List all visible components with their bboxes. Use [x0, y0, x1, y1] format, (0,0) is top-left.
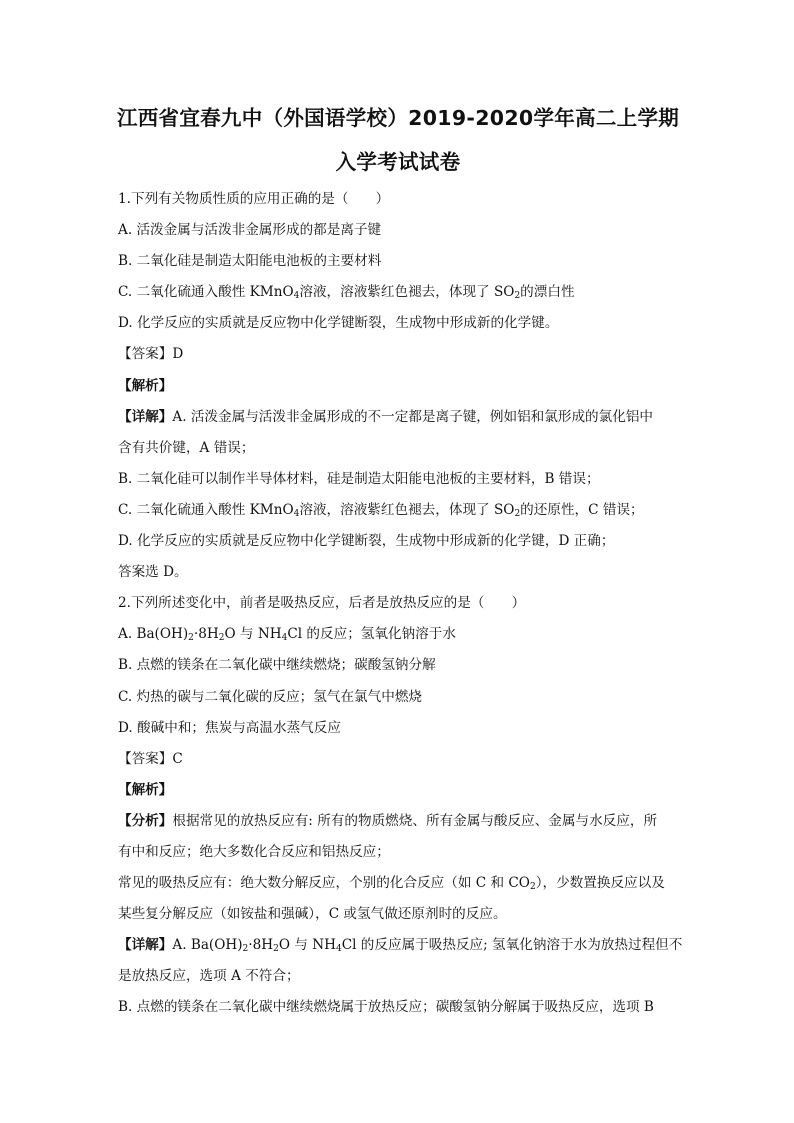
q2-option-b: B. 点燃的镁条在二氧化碳中继续燃烧；碳酸氢钠分解	[118, 657, 436, 674]
q2-fenxi-line1	[118, 806, 678, 837]
exam-page	[116, 96, 683, 1024]
q1-option-c-text3: 的漂白性	[520, 284, 575, 301]
q1-detail-c-text2: 溶液，溶液紫红色褪去，体现了 SO	[299, 501, 515, 518]
q1-option-b: B. 二氧化硅是制造太阳能电池板的主要材料	[118, 253, 382, 270]
q2-detail-a-text1: A. Ba(OH)	[172, 937, 243, 954]
q2-detail-a-line1	[118, 930, 683, 961]
q2-detail-a-line2: 是放热反应，选项 A 不符合；	[118, 968, 300, 985]
q2-fenxi-label: 【分析】	[118, 812, 173, 829]
q2-option-a-text3: O 与 NH	[224, 626, 282, 643]
exam-title-line1: 江西省宜春九中（外国语学校）2019-2020学年高二上学期	[116, 106, 680, 130]
q1-detail-c-text1: C. 二氧化硫通入酸性 KMnO	[118, 501, 294, 518]
q2-detail-a-sub2: 2	[273, 944, 279, 955]
q2-option-a-sub3: 4	[281, 633, 288, 644]
q1-analysis-heading: 【解析】	[118, 377, 173, 394]
q1-detail-c-sub1: 4	[293, 508, 300, 519]
q2-stem: 2.下列所述变化中，前者是吸热反应，后者是放热反应的是（ ）	[118, 595, 526, 612]
q2-answer: 【答案】C	[118, 750, 183, 767]
q2-fenxi-sub: 2	[529, 882, 536, 893]
q2-option-a	[118, 619, 678, 650]
q1-detail-a-text: A. 活泼金属与活泼非金属形成的不一定都是离子键，例如铝和氯形成的氯化铝中	[172, 408, 654, 425]
q1-option-c	[118, 277, 678, 308]
q1-option-c-sub2: 2	[514, 291, 521, 302]
q2-option-c: C. 灼热的碳与二氧化碳的反应；氢气在氯气中燃烧	[118, 688, 423, 705]
q2-option-d: D. 酸碱中和；焦炭与高温水蒸气反应	[118, 719, 341, 736]
q1-detail-label: 【详解】	[118, 408, 173, 425]
q1-detail-c	[118, 495, 678, 526]
q1-detail-c-text3: 的还原性，C 错误；	[520, 501, 644, 518]
q2-detail-a-text3: O 与 NH	[278, 937, 336, 954]
q1-option-a: A. 活泼金属与活泼非金属形成的都是离子键	[118, 222, 382, 239]
q1-stem: 1.下列有关物质性质的应用正确的是（ ）	[118, 191, 390, 207]
q2-detail-a-text4: Cl 的反应属于吸热反应; 氢氧化钠溶于水为放热过程但不	[341, 937, 683, 954]
q2-detail-a-sub3: 4	[335, 944, 342, 955]
q2-fenxi-text1: 根据常见的放热反应有: 所有的物质燃烧、所有金属与酸反应、金属与水反应，所	[172, 812, 658, 829]
q2-option-a-text1: A. Ba(OH)	[118, 626, 189, 643]
q2-option-a-text2: ·8H	[193, 626, 219, 643]
q2-detail-b: B. 点燃的镁条在二氧化碳中继续燃烧属于放热反应；碳酸氢钠分解属于吸热反应，选项 B	[118, 999, 654, 1016]
q2-fenxi-text3b: ），少数置换反应以及	[535, 875, 665, 892]
q2-detail-label: 【详解】	[118, 937, 173, 954]
q2-fenxi-line4: 某些复分解反应（如铵盐和强碱），C 或氢气做还原剂时的反应。	[118, 906, 507, 923]
q1-option-c-text2: 溶液，溶液紫红色褪去，体现了 SO	[299, 284, 515, 301]
q2-fenxi-text3a: 常见的吸热反应有：绝大数分解反应，个别的化合反应（如 C 和 CO	[118, 875, 530, 892]
q2-option-a-sub1: 2	[188, 633, 194, 644]
q1-detail-b: B. 二氧化硅可以制作半导体材料，硅是制造太阳能电池板的主要材料，B 错误；	[118, 470, 600, 487]
q2-option-a-text4: Cl 的反应；氢氧化钠溶于水	[287, 626, 456, 643]
q1-detail-a-line1	[118, 402, 678, 433]
q1-conclusion: 答案选 D。	[118, 564, 188, 581]
q2-fenxi-line2: 有中和反应；绝大多数化合反应和铝热反应；	[118, 843, 390, 860]
q2-option-a-sub2: 2	[218, 633, 225, 644]
q2-detail-a-text2: ·8H	[248, 937, 274, 954]
q1-detail-c-sub2: 2	[514, 508, 521, 519]
q1-answer: 【答案】D	[118, 346, 184, 363]
q2-analysis-heading: 【解析】	[118, 781, 173, 798]
q1-option-c-text1: C. 二氧化硫通入酸性 KMnO	[118, 284, 294, 301]
q1-detail-d: D. 化学反应的实质就是反应物中化学键断裂，生成物中形成新的化学键，D 正确；	[118, 533, 615, 550]
q1-detail-a-line2: 含有共价键，A 错误；	[118, 439, 255, 456]
q1-option-c-sub1: 4	[293, 291, 300, 302]
q1-option-d: D. 化学反应的实质就是反应物中化学键断裂，生成物中形成新的化学键。	[118, 315, 559, 332]
q2-detail-a-sub1: 2	[242, 944, 249, 955]
q2-fenxi-line3	[118, 868, 678, 899]
exam-title-line2: 入学考试试卷	[335, 150, 461, 174]
